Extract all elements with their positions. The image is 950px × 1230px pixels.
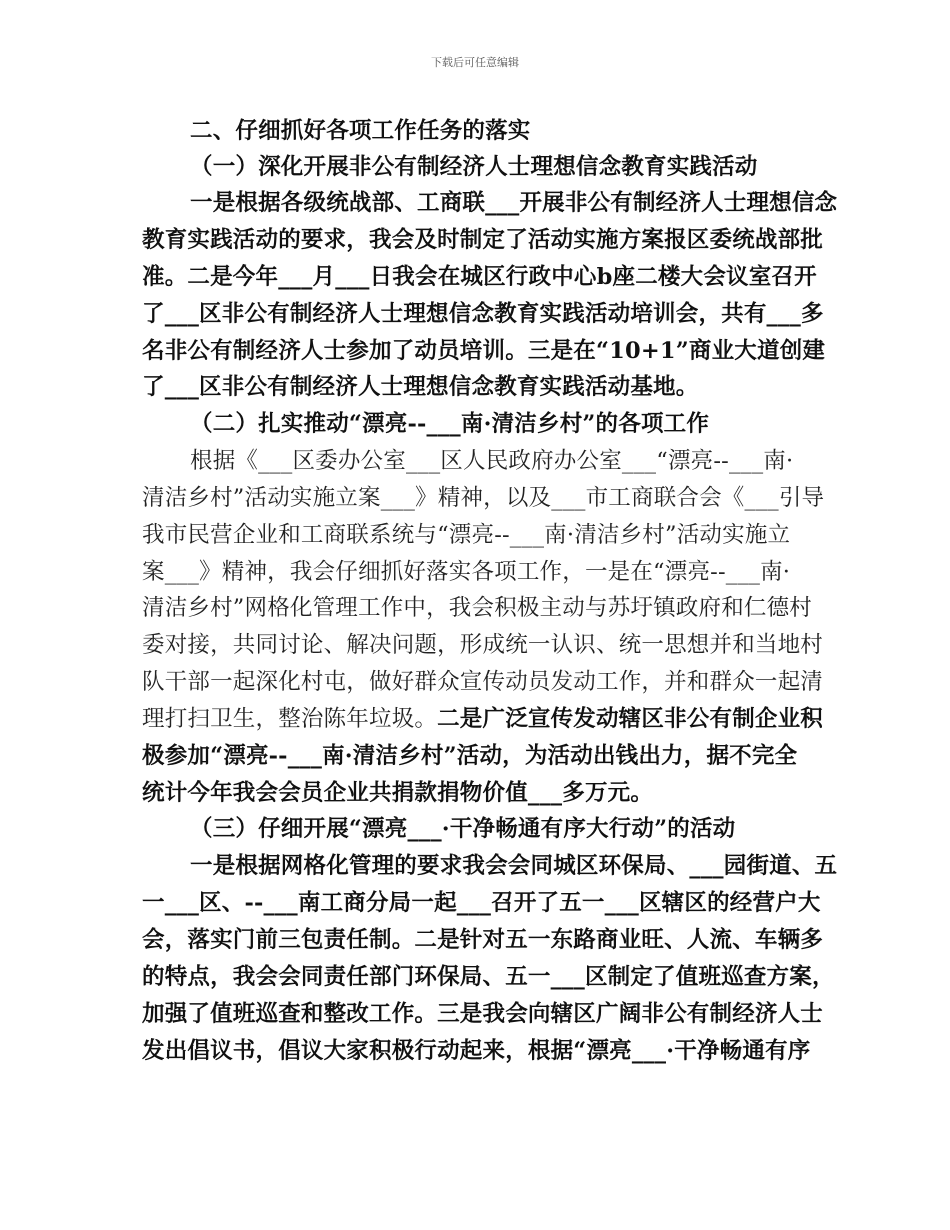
paragraph-line-mixed xyxy=(142,708,823,731)
section-heading: 二、仔细抓好各项工作任务的落实 xyxy=(190,118,531,144)
paragraph-line: 清洁乡村”网格化管理工作中，我会积极主动与苏圩镇政府和仁德村 xyxy=(142,595,813,621)
paragraph-line: 的特点，我会会同责任部门环保局、五一___区制定了值班巡查方案， xyxy=(142,964,835,990)
paragraph-line: 一是根据各级统战部、工商联___开展非公有制经济人士理想信念 xyxy=(190,190,838,216)
paragraph-line: 了___区非公有制经济人士理想信念教育实践活动培训会，共有___多 xyxy=(142,301,824,327)
paragraph-line: 统计今年我会会员企业共捐款捐物价值___多万元。 xyxy=(142,780,654,806)
paragraph-line: 准。二是今年___月___日我会在城区行政中心b座二楼大会议室召开 xyxy=(142,264,817,290)
subsection-heading: （三）仔细开展“漂亮___·干净畅通有序大行动”的活动 xyxy=(190,816,736,842)
paragraph-line: 名非公有制经济人士参加了动员培训。三是在“10+1”商业大道创建 xyxy=(142,338,826,364)
paragraph-line: 会，落实门前三包责任制。二是针对五一东路商业旺、人流、车辆多 xyxy=(142,927,824,953)
subsection-heading: （二）扎实推动“漂亮--___南·清洁乡村”的各项工作 xyxy=(190,411,710,437)
paragraph-line: 一是根据网格化管理的要求我会会同城区环保局、___园街道、五 xyxy=(190,853,838,879)
page-header: 下载后可任意编辑 xyxy=(431,56,519,69)
paragraph-line: 案___》精神，我会仔细抓好落实各项工作，一是在“漂亮--___南· xyxy=(142,559,791,585)
paragraph-line: 委对接，共同讨论、解决问题，形成统一认识、统一思想并和当地村 xyxy=(142,632,824,658)
paragraph-line: 根据《___区委办公室___区人民政府办公室___“漂亮--___南· xyxy=(190,448,794,474)
bold-text-segment: 二是广泛宣传发动辖区非公有制企业积 xyxy=(437,706,824,732)
paragraph-line: 加强了值班巡查和整改工作。三是我会向辖区广阔非公有制经济人士 xyxy=(142,1001,824,1027)
paragraph-line: 一___区、--___南工商分局一起___召开了五一___区辖区的经营户大 xyxy=(142,890,821,916)
paragraph-line: 了___区非公有制经济人士理想信念教育实践活动基地。 xyxy=(142,374,699,400)
normal-text-segment: 理打扫卫生，整治陈年垃圾。 xyxy=(142,706,438,732)
subsection-heading: （一）深化开展非公有制经济人士理想信念教育实践活动 xyxy=(190,154,758,180)
paragraph-line: 队干部一起深化村屯，做好群众宣传动员发动工作，并和群众一起清 xyxy=(142,669,824,695)
paragraph-line: 发出倡议书，倡议大家积极行动起来，根据“漂亮___·干净畅通有序 xyxy=(142,1038,811,1064)
paragraph-line: 教育实践活动的要求，我会及时制定了活动实施方案报区委统战部批 xyxy=(142,227,824,253)
paragraph-line: 清洁乡村”活动实施立案___》精神，以及___市工商联合会《___引导 xyxy=(142,485,825,511)
paragraph-line: 极参加“漂亮--___南·清洁乡村”活动，为活动出钱出力，据不完全 xyxy=(142,743,798,769)
paragraph-line: 我市民营企业和工商联系统与“漂亮--___南·清洁乡村”活动实施立 xyxy=(142,522,791,548)
